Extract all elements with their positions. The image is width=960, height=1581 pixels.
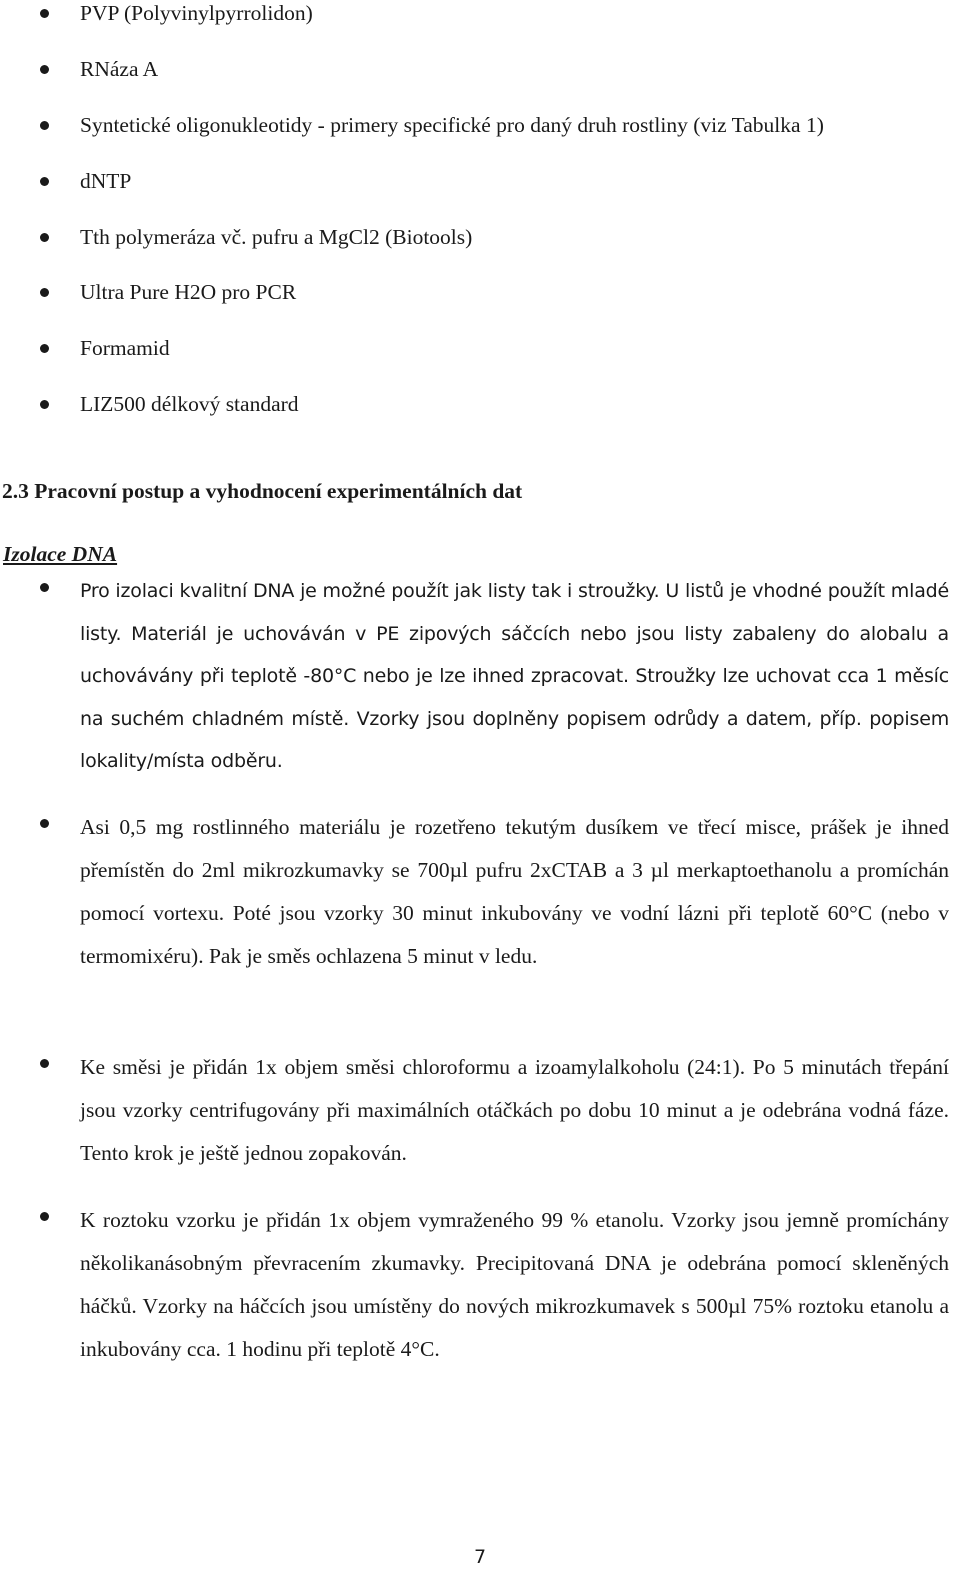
bullet-icon <box>40 177 49 186</box>
list-item <box>0 333 960 363</box>
bullet-icon <box>40 9 49 18</box>
list-item <box>0 222 960 252</box>
page-number: 7 <box>473 1546 487 1568</box>
list-item-text: RNáza A <box>80 57 159 81</box>
bullet-icon <box>40 819 49 828</box>
list-item <box>0 0 960 28</box>
list-item-text: Tth polymeráza vč. pufru a MgCl2 (Biotools) <box>80 225 473 249</box>
list-item <box>0 166 960 196</box>
list-item <box>0 277 960 307</box>
paragraph-text: K roztoku vzorku je přidán 1x objem vymraženého 99 % etanolu. Vzorky jsou jemně promíchány několikanásobným převracením zkumavky. Precipitovaná DNA je odebrána pomocí skleněných háčků. Vzorky na háčcích jsou umístěny do nových mikrozkumavek s 500µl 75% roztoku etanolu a inkubovány cca. 1 hodinu při teplotě 4°C. <box>80 1208 949 1361</box>
bullet-icon <box>40 1212 49 1221</box>
list-item-text: dNTP <box>80 169 132 193</box>
bullet-icon <box>40 583 49 592</box>
bullet-icon <box>40 400 49 409</box>
list-item-text: Formamid <box>80 336 170 360</box>
paragraph-text: Ke směsi je přidán 1x objem směsi chloroformu a izoamylalkoholu (24:1). Po 5 minutách třepání jsou vzorky centrifugovány při maximálních otáčkách po dobu 10 minut a je odebrána vodná fáze. Tento krok je ještě jednou zopakován. <box>80 1055 949 1165</box>
section-heading: 2.3 Pracovní postup a vyhodnocení experimentálních dat <box>2 479 523 503</box>
list-item <box>0 110 960 140</box>
list-item-text: Ultra Pure H2O pro PCR <box>80 280 297 304</box>
bullet-icon <box>40 65 49 74</box>
list-item <box>0 54 960 84</box>
paragraph-text: Asi 0,5 mg rostlinného materiálu je rozetřeno tekutým dusíkem ve třecí misce, prášek je ihned přemístěn do 2ml mikrozkumavky se 700µl pufru 2xCTAB a 3 µl merkaptoethanolu a promíchán pomocí vortexu. Poté jsou vzorky 30 minut inkubovány ve vodní lázni při teplotě 60°C (nebo v termomixéru). Pak je směs ochlazena 5 minut v ledu. <box>80 815 949 968</box>
bullet-icon <box>40 121 49 130</box>
bullet-icon <box>40 1059 49 1068</box>
list-item-text: PVP (Polyvinylpyrrolidon) <box>80 1 313 25</box>
subsection-heading: Izolace DNA <box>3 542 118 566</box>
list-item-text: LIZ500 délkový standard <box>80 392 299 416</box>
bullet-icon <box>40 344 49 353</box>
bullet-icon <box>40 233 49 242</box>
list-item-text: Syntetické oligonukleotidy - primery specifické pro daný druh rostliny (viz Tabulka 1) <box>80 113 824 137</box>
paragraph-text: Pro izolaci kvalitní DNA je možné použít jak listy tak i stroužky. U listů je vhodné použít mladé listy. Materiál je uchováván v PE zipových sáčcích nebo jsou listy zabaleny do alobalu a uchovávány při teplotě -80°C nebo je lze ihned zpracovat. Stroužky lze uchovat cca 1 měsíc na suchém chladném místě. Vzorky jsou doplněny popisem odrůdy a datem, příp. popisem lokality/místa odběru. <box>80 580 949 773</box>
list-item <box>0 389 960 419</box>
bullet-icon <box>40 288 49 297</box>
